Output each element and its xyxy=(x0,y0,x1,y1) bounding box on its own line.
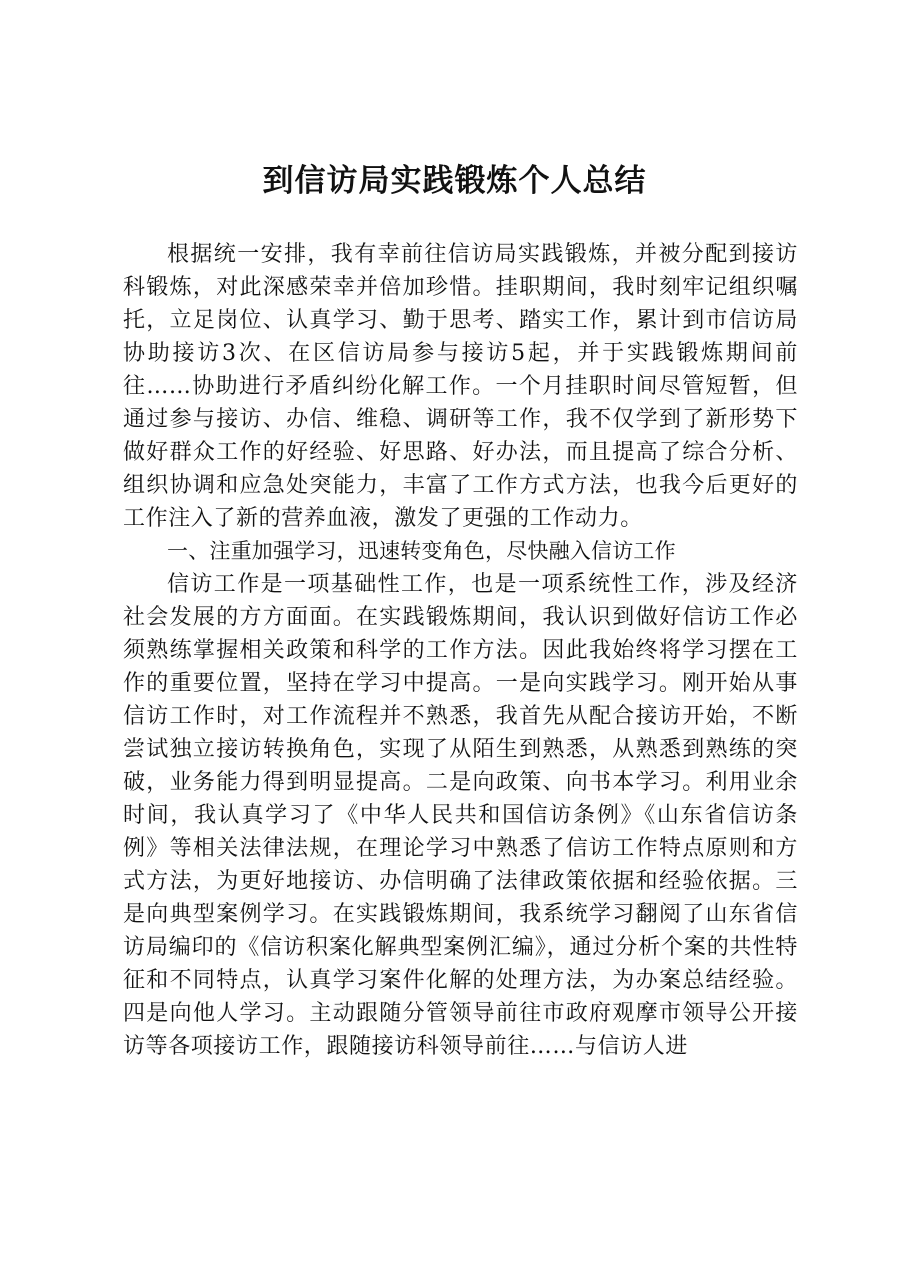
section-1-paragraph: 信访工作是一项基础性工作，也是一项系统性工作，涉及经济社会发展的方方面面。在实践锻炼期间，我认识到做好信访工作必须熟练掌握相关政策和科学的工作方法。因此我始终将学习摆在工作的重要位置，坚持在学习中提高。一是向实践学习。刚开始从事信访工作时，对工作流程并不熟悉，我首先从配合接访开始，不断尝试独立接访转换角色，实现了从陌生到熟悉，从熟悉到熟练的突破，业务能力得到明显提高。二是向政策、向书本学习。利用业余时间，我认真学习了《中华人民共和国信访条例》《山东省信访条例》等相关法律法规，在理论学习中熟悉了信访工作特点原则和方式方法，为更好地接访、办信明确了法律政策依据和经验依据。三是向典型案例学习。在实践锻炼期间，我系统学习翻阅了山东省信访局编印的《信访积案化解典型案例汇编》，通过分析个案的共性特征和不同特点，认真学习案件化解的处理方法，为办案总结经验。四是向他人学习。主动跟随分管领导前往市政府观摩市领导公开接访等各项接访工作，跟随接访科领导前往……与信访人进 xyxy=(123,572,798,1059)
section-heading-1: 一、注重加强学习，迅速转变角色，尽快融入信访工作 xyxy=(167,539,676,563)
intro-paragraph: 根据统一安排，我有幸前往信访局实践锻炼，并被分配到接访科锻炼，对此深感荣幸并倍加珍惜。挂职期间，我时刻牢记组织嘱托，立足岗位、认真学习、勤于思考、踏实工作，累计到市信访局协助接访3次、在区信访局参与接访5起，并于实践锻炼期间前往……协助进行矛盾纠纷化解工作。一个月挂职时间尽管短暂，但通过参与接访、办信、维稳、调研等工作，我不仅学到了新形势下做好群众工作的好经验、好思路、好办法，而且提高了综合分析、组织协调和应急处突能力，丰富了工作方式方法，也我今后更好的工作注入了新的营养血液，激发了更强的工作动力。 xyxy=(123,242,798,531)
document-body xyxy=(123,238,798,1063)
document-title: 到信访局实践锻炼个人总结 xyxy=(262,163,647,199)
